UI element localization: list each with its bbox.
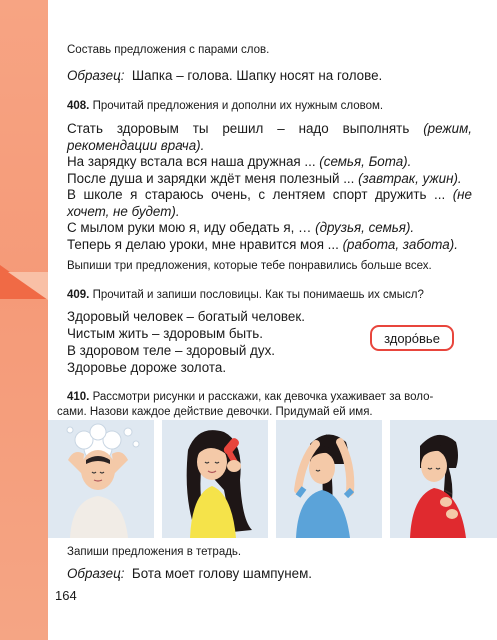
- sentence-6: Теперь я делаю уроки, мне нравится моя ... (работа, забота).: [67, 236, 458, 252]
- exercise-409-task: [67, 289, 424, 301]
- example-label: Образец:: [67, 68, 125, 83]
- sentence-3: После душа и зарядки ждёт меня полезный ... (завтрак, ужин).: [67, 170, 462, 186]
- girl-tying-hair-image: [276, 420, 382, 538]
- proverb: В здоровом теле – здоровый дух.: [67, 343, 275, 358]
- sentence-5: С мылом руки мою я, иду обедать я, … (друзья, семья).: [67, 220, 415, 235]
- exercise-number: 409.: [67, 289, 90, 301]
- intro-task: Составь предложения с парами слов.: [67, 44, 270, 56]
- sentence-1-options: рекомендации врача).: [67, 137, 205, 153]
- exercise-410-task-line2: сами. Назови каждое действие девочки. Придумай ей имя.: [57, 406, 373, 418]
- exercise-408-task: [67, 100, 383, 112]
- sentence-4: В школе я стараюсь очень, с лентяем спорт дружить ... (не: [67, 187, 472, 202]
- task-text: Рассмотри рисунки и расскажи, как девочка ухаживает за воло-: [92, 391, 434, 403]
- example-text: Шапка – голова. Шапку носят на голове.: [131, 68, 383, 83]
- task-text: Прочитай предложения и дополни их нужным словом.: [92, 100, 384, 112]
- sentence-4-options: хочет, не будет).: [67, 203, 180, 219]
- sentence-2: На зарядку встала вся наша дружная ... (семья, Бота).: [67, 154, 412, 169]
- example-2: [67, 566, 312, 581]
- decorative-margin: [0, 0, 48, 640]
- example-label: Образец:: [67, 566, 125, 581]
- exercise-408-sentences: [67, 121, 472, 253]
- exercise-number: 410.: [67, 391, 90, 403]
- task-text: Прочитай и запиши пословицы. Как ты понимаешь их смысл?: [92, 289, 424, 301]
- textbook-page: [48, 0, 497, 640]
- exercise-number: 408.: [67, 100, 90, 112]
- proverb: Чистым жить – здоровым быть.: [67, 326, 264, 341]
- decorative-triangle: [8, 272, 48, 300]
- proverb: Здоровье дороже золота.: [67, 360, 227, 375]
- exercise-410-followup: Запиши предложения в тетрадь.: [67, 546, 242, 558]
- proverb: Здоровый человек – богатый человек.: [67, 309, 305, 324]
- sentence-1: Стать здоровым ты решил – надо выполнять (режим,: [67, 121, 472, 136]
- exercise-410-task: [67, 391, 433, 403]
- exercise-408-followup: Выпиши три предложения, которые тебе понравились больше всех.: [67, 260, 432, 272]
- stress-word-box: здоро́вье: [370, 325, 454, 351]
- girl-brushing-hair-image: [162, 420, 268, 538]
- example-1: [67, 68, 382, 83]
- example-text: Бота моет голову шампунем.: [131, 566, 313, 581]
- page-number: 164: [55, 588, 77, 603]
- girl-washing-hair-image: [48, 420, 154, 538]
- girl-braiding-hair-image: [390, 420, 497, 538]
